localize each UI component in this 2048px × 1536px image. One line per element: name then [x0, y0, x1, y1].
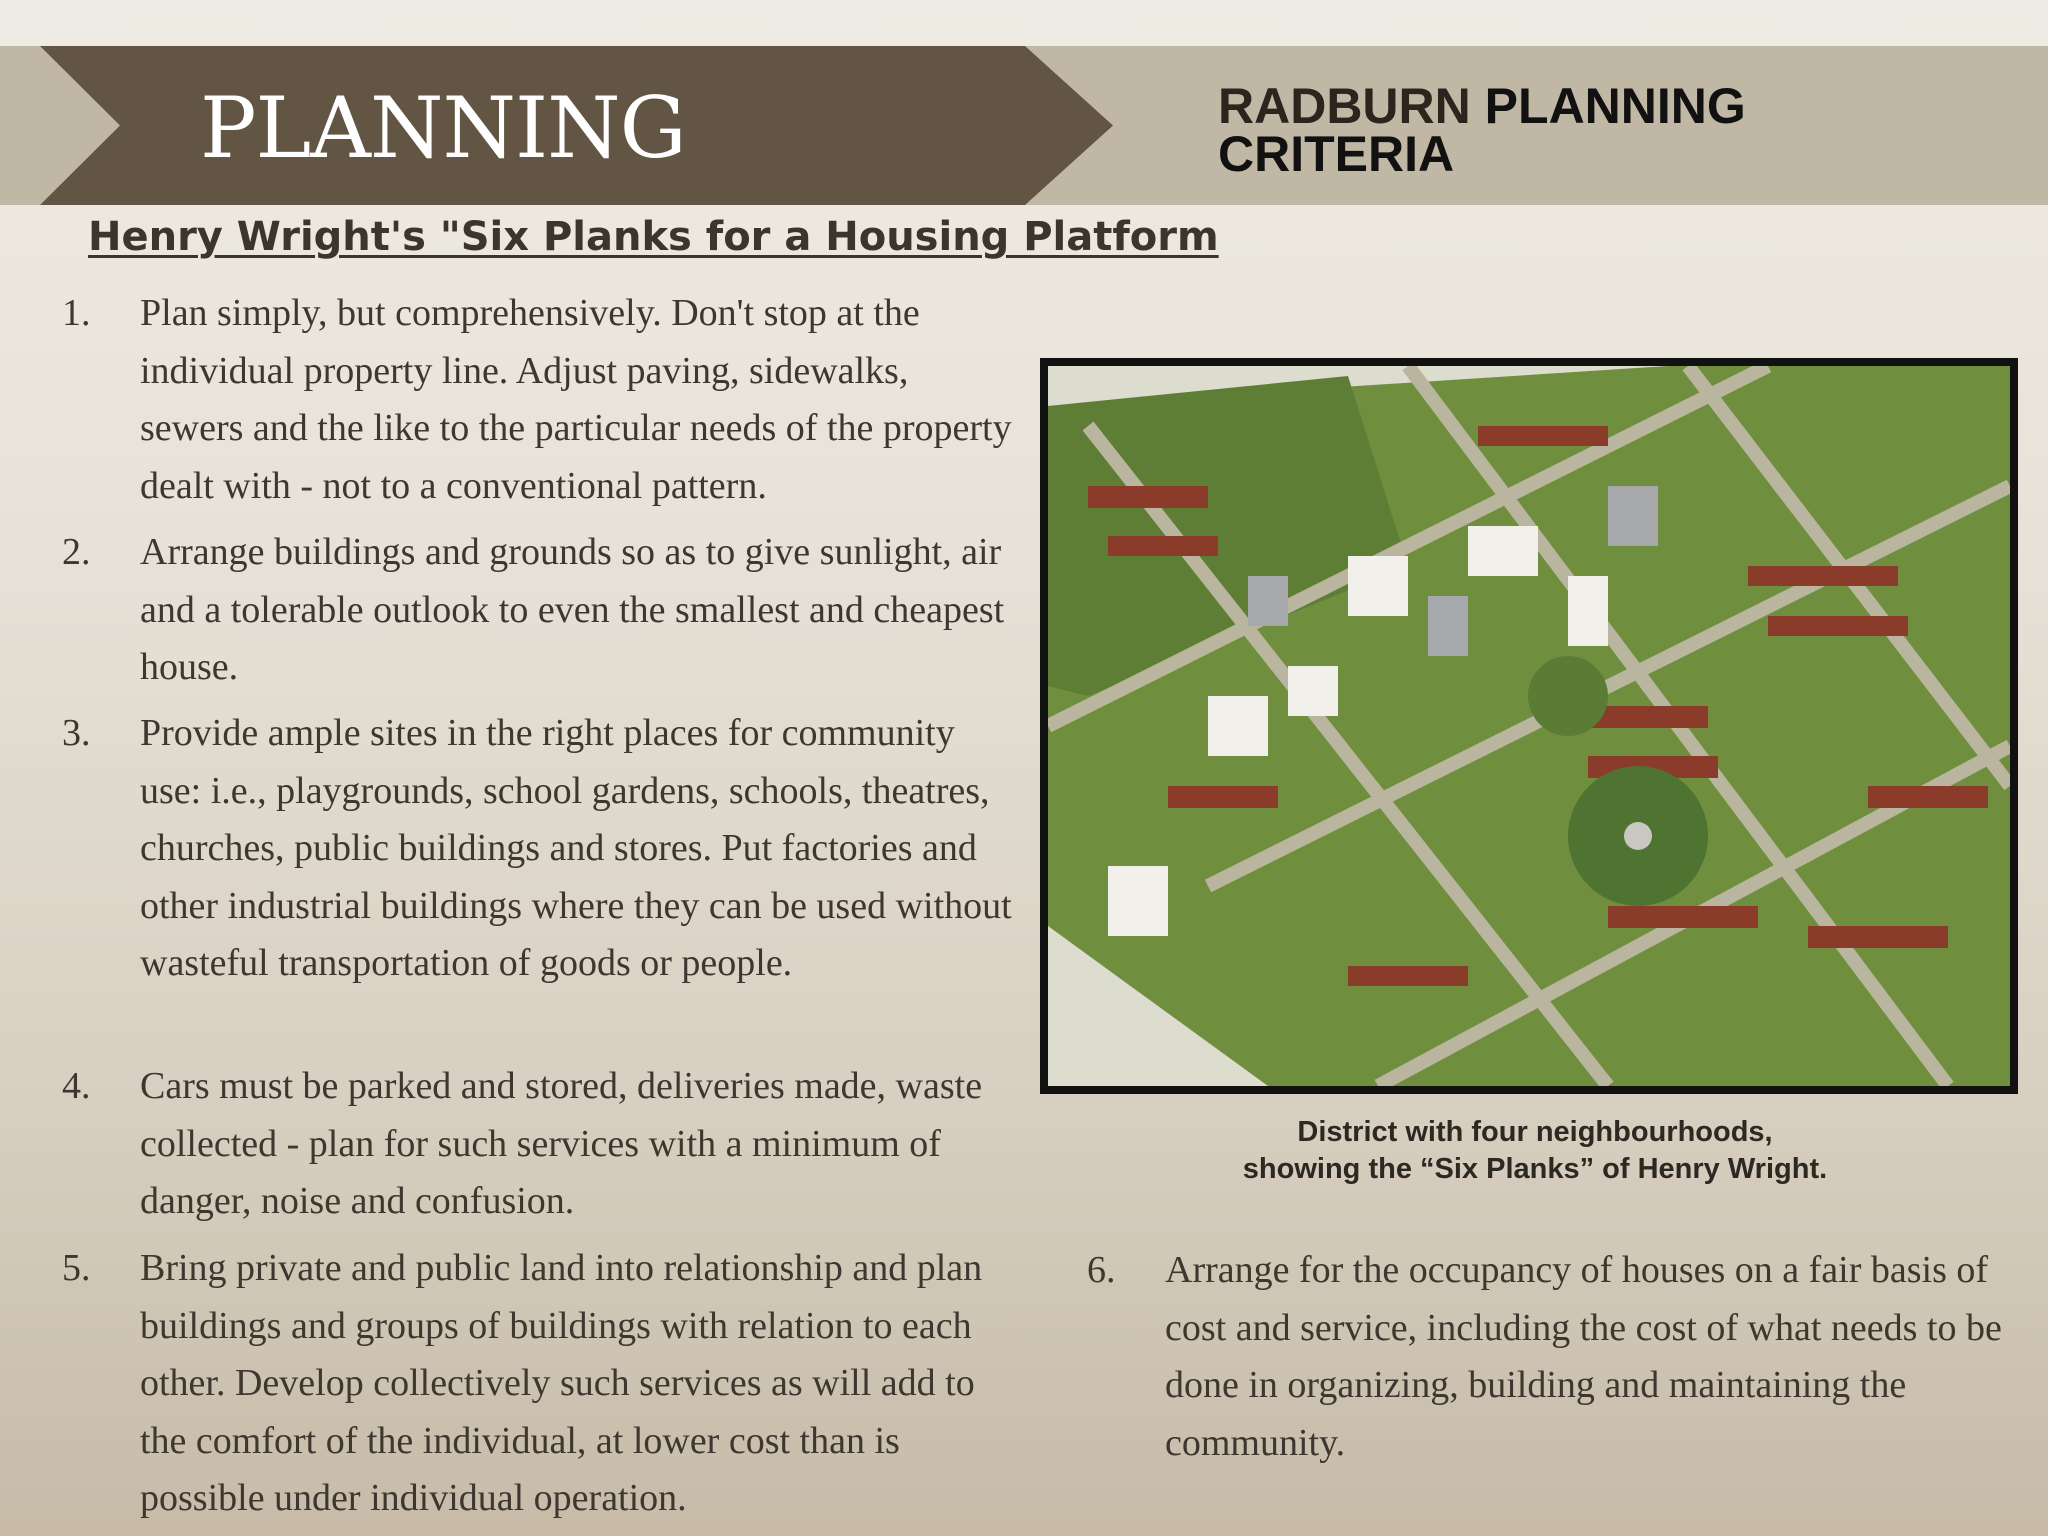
subtitle-word-radburn: RADBURN: [1218, 78, 1471, 134]
plank-number: 6.: [1087, 1249, 1116, 1291]
caption-line-2: showing the “Six Planks” of Henry Wright.: [1242, 1153, 1828, 1185]
section-title: PLANNING: [200, 79, 686, 177]
plank-number: 1.: [62, 292, 91, 334]
plank-item-2: [60, 524, 1020, 697]
plank-item-6: [1085, 1242, 2015, 1472]
caption-line-1: District with four neighbourhoods,: [1297, 1116, 1773, 1148]
subtitle-rest: PLANNING CRITERIA: [1218, 78, 1746, 182]
district-illustration: [1048, 366, 2010, 1086]
plank-item-5: [60, 1240, 1020, 1528]
plank-item-4: [60, 1058, 1020, 1231]
slide-subtitle: [1218, 78, 1918, 182]
plank-text: Arrange for the occupancy of houses on a fair basis of cost and service, including the cost of what needs to be done in organizing, building and maintaining the community.: [1165, 1249, 2002, 1464]
plank-text: Plan simply, but comprehensively. Don't stop at the individual property line. Adjust paving, sidewalks, sewers and the like to the particular needs of the property dealt with - not to a conventional pattern.: [140, 292, 1012, 507]
district-aerial-image: [1040, 358, 2018, 1094]
plank-number: 4.: [62, 1065, 91, 1107]
plank-number: 5.: [62, 1247, 91, 1289]
plank-number: 3.: [62, 712, 91, 754]
plank-item-3: [60, 705, 1020, 993]
plank-text: Arrange buildings and grounds so as to give sunlight, air and a tolerable outlook to even the smallest and cheapest house.: [140, 531, 1005, 688]
plank-text: Bring private and public land into relationship and plan buildings and groups of buildings with relation to each other. Develop collectively such services as will add to the comfort of the individual, at lower cost than is possible under individual operation.: [140, 1247, 983, 1519]
list-heading: Henry Wright's "Six Planks for a Housing Platform: [88, 214, 1219, 260]
image-caption: [1040, 1114, 2030, 1188]
plank-item-1: [60, 285, 1020, 515]
plank-text: Cars must be parked and stored, deliveries made, waste collected - plan for such services with a minimum of danger, noise and confusion.: [140, 1065, 983, 1222]
plank-number: 2.: [62, 531, 91, 573]
plank-text: Provide ample sites in the right places for community use: i.e., playgrounds, school gardens, schools, theatres, churches, public buildings and stores. Put factories and other industrial buildings where they can be used without wasteful transportation of goods or people.: [140, 712, 1012, 984]
